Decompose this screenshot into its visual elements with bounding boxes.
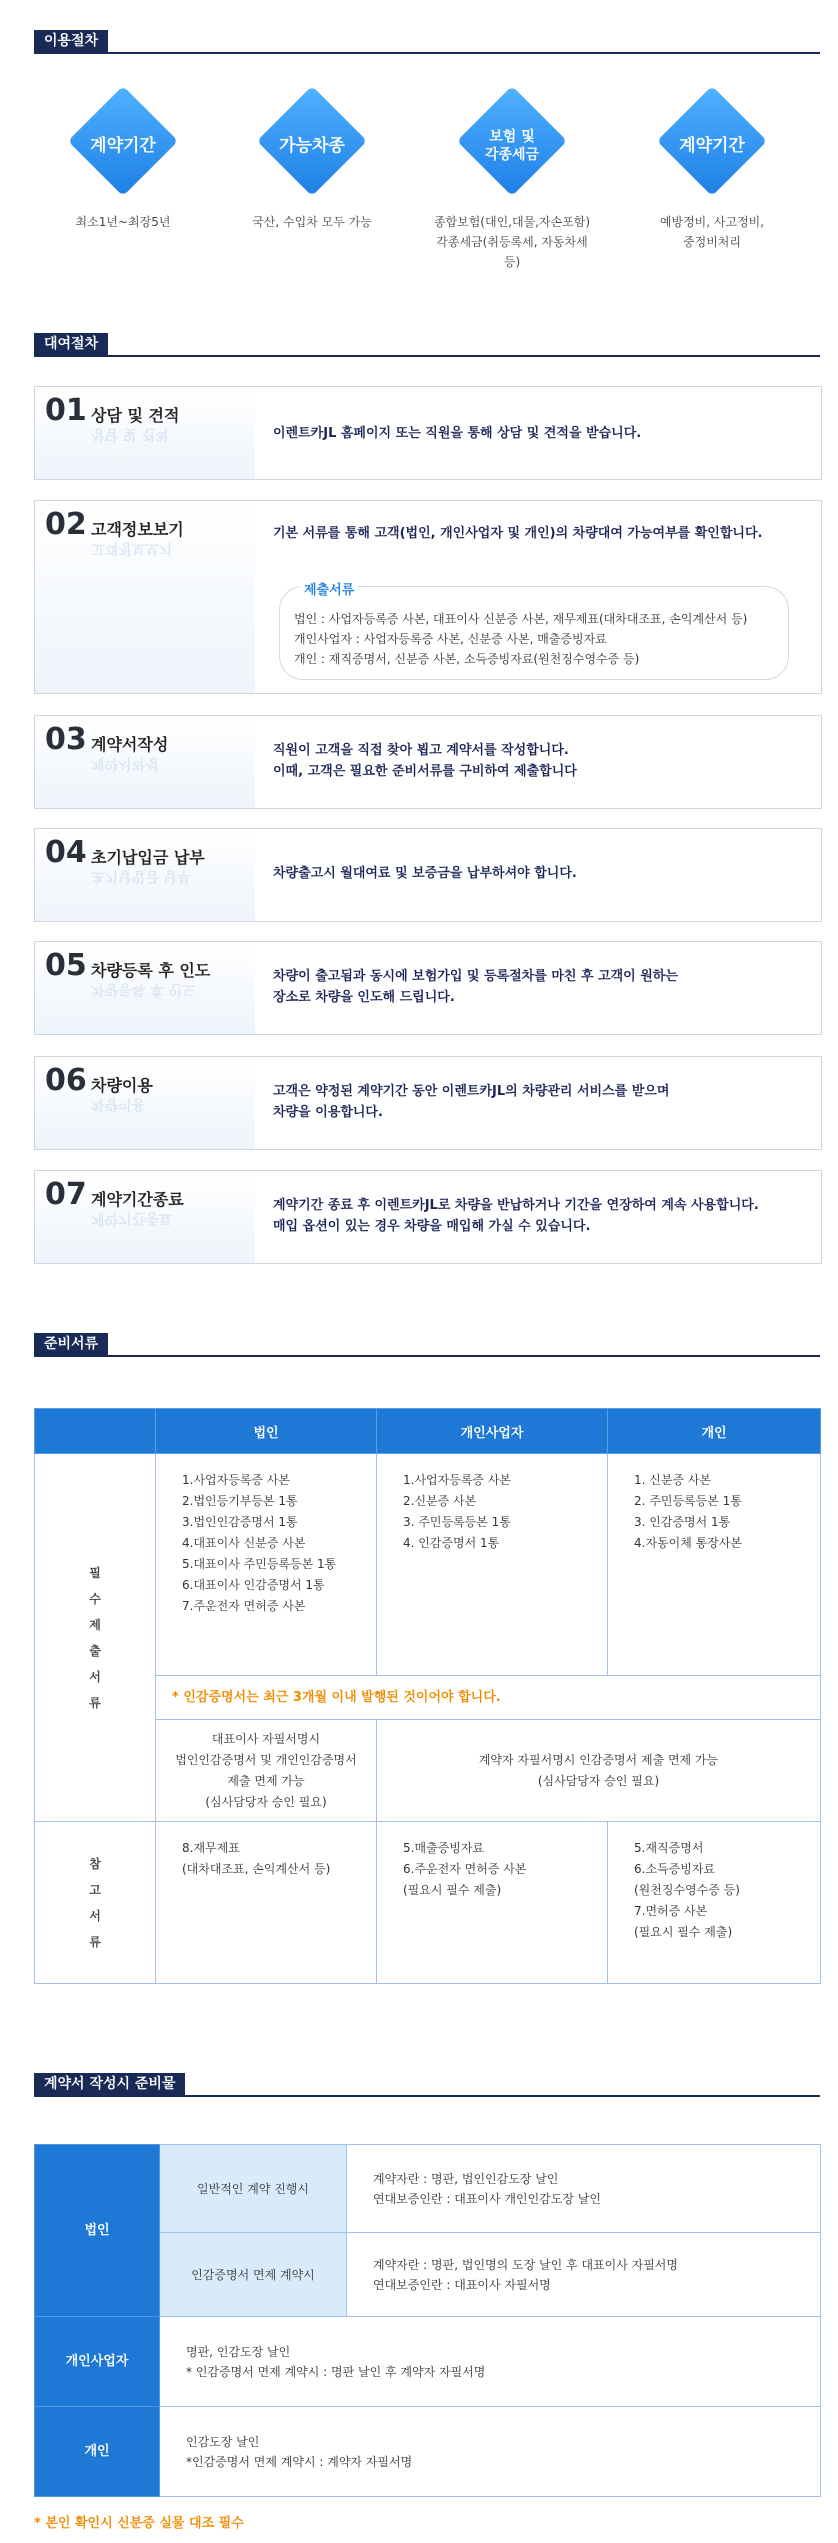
- procedure-desc: 예방정비, 사고정비, 중정비처리: [659, 215, 765, 249]
- requirement-line: 명판, 인감도장 날인: [186, 2344, 291, 2359]
- section-header-contract: [34, 2073, 820, 2097]
- procedure-label: 계약기간: [90, 136, 156, 156]
- table-row: [35, 1454, 821, 1676]
- sole-proprietor-label: 개인사업자: [35, 2317, 160, 2407]
- section-header-prep: [34, 1333, 820, 1357]
- required-docs-label: 필 수 제 출 서 류: [35, 1454, 156, 1822]
- step-description: 기본 서류를 통해 고객(법인, 개인사업자 및 개인)의 차량대여 가능여부를 확인합니다.: [273, 526, 763, 541]
- doc-item: 5.매출증빙자료: [403, 1841, 485, 1855]
- step-title-reflection: 계약서작성: [91, 755, 159, 771]
- waiver-corp: 대표이사 자필서명시 법인인감증명서 및 개인인감증명서 제출 면제 가능 (심사담당자 승인 필요): [156, 1720, 377, 1822]
- doc-item: 2.법인등기부등본 1통: [182, 1494, 298, 1508]
- step-number: 04: [45, 835, 87, 870]
- divider: [34, 52, 820, 54]
- step-title: 계약기간종료: [91, 1190, 184, 1209]
- step-title: 고객정보보기: [91, 520, 184, 539]
- procedure-label: 계약기간: [679, 136, 745, 156]
- step-03: [34, 715, 822, 809]
- step-number: 07: [45, 1177, 87, 1212]
- step-title: 차량이용: [91, 1076, 153, 1095]
- step-title-reflection: 차량등록 후 인도: [91, 981, 196, 997]
- procedure-item: [232, 90, 392, 232]
- table-row: [35, 2407, 821, 2497]
- step-02: [34, 500, 822, 694]
- doc-item: 3.법인인감증명서 1통: [182, 1515, 298, 1529]
- doc-item: 5.대표이사 주민등록등본 1통: [182, 1557, 337, 1571]
- table-cell: [608, 1822, 821, 1984]
- table-header: 개인: [608, 1409, 821, 1454]
- step-06: [34, 1056, 822, 1150]
- doc-item: (원천징수영수증 등): [634, 1883, 740, 1897]
- doc-item: 3. 주민등록등본 1통: [403, 1515, 511, 1529]
- contract-type: 일반적인 계약 진행시: [160, 2145, 347, 2233]
- doc-item: 4.자동이체 통장사본: [634, 1536, 743, 1550]
- table-cell: [347, 2233, 821, 2317]
- doc-item: 5.재직증명서: [634, 1841, 704, 1855]
- individual-label: 개인: [35, 2407, 160, 2497]
- doc-item: 4.대표이사 신분증 사본: [182, 1536, 306, 1550]
- submission-doc-line: 개인사업자 : 사업자등록증 사본, 신분증 사본, 매출증빙자료: [294, 632, 607, 646]
- doc-item: 8.재무제표: [182, 1841, 240, 1855]
- step-07: [34, 1170, 822, 1264]
- step-01: [34, 386, 822, 480]
- step-description: 고객은 약정된 계약기간 동안 이렌트카JL의 차량관리 서비스를 받으며 차량을 이용합니다.: [273, 1084, 670, 1120]
- doc-item: 2.신분증 사본: [403, 1494, 477, 1508]
- step-description: 직원이 고객을 직접 찾아 뵙고 계약서를 작성합니다. 이때, 고객은 필요한 준비서류를 구비하여 제출합니다: [273, 743, 577, 779]
- doc-item: 3. 인감증명서 1통: [634, 1515, 731, 1529]
- corp-label: 법인: [35, 2145, 160, 2317]
- step-description: 차량이 출고됨과 동시에 보험가입 및 등록절차를 마친 후 고객이 원하는 장소로 차량을 인도해 드립니다.: [273, 969, 678, 1005]
- section-header-rental: [34, 333, 820, 357]
- step-04: [34, 828, 822, 922]
- step-title: 계약서작성: [91, 735, 169, 754]
- contract-prep-table: [34, 2144, 821, 2497]
- step-description: 이렌트카JL 홈페이지 또는 직원을 통해 상담 및 견적을 받습니다.: [273, 426, 642, 441]
- procedure-label: 가능차종: [279, 136, 345, 156]
- table-header-empty: [35, 1409, 156, 1454]
- doc-item: 4. 인감증명서 1통: [403, 1536, 500, 1550]
- submission-docs-list: [294, 609, 747, 669]
- section-title: 준비서류: [34, 1333, 108, 1355]
- table-cell: [160, 2407, 821, 2497]
- doc-item: 1.사업자등록증 사본: [182, 1473, 291, 1487]
- requirement-line: 계약자란 : 명판, 법인인감도장 날인: [373, 2171, 559, 2186]
- id-verification-note: * 본인 확인시 신분증 실물 대조 필수: [34, 2516, 244, 2531]
- doc-item: 7.면허증 사본: [634, 1904, 708, 1918]
- procedure-item: [432, 90, 592, 272]
- doc-item: 1.사업자등록증 사본: [403, 1473, 512, 1487]
- table-header: 법인: [156, 1409, 377, 1454]
- section-title: 대여절차: [34, 333, 108, 355]
- submission-doc-line: 개인 : 재직증명서, 신분증 사본, 소득증빙자료(원천징수영수증 등): [294, 652, 640, 666]
- step-description: 차량출고시 월대여료 및 보증금을 납부하셔야 합니다.: [273, 866, 577, 881]
- section-header-procedure: [34, 30, 820, 54]
- step-number: 02: [45, 507, 87, 542]
- step-description: 계약기간 종료 후 이렌트카JL로 차량을 반납하거나 기간을 연장하여 계속 사용합니다. 매입 옵션이 있는 경우 차량을 매입해 가실 수 있습니다.: [273, 1198, 759, 1234]
- table-row: [35, 2317, 821, 2407]
- step-title: 차량등록 후 인도: [91, 961, 211, 980]
- divider: [34, 1355, 820, 1357]
- step-title-reflection: 초기납입금 납부: [91, 868, 191, 884]
- table-header: 개인사업자: [377, 1409, 608, 1454]
- section-title: 계약서 작성시 준비물: [34, 2073, 185, 2095]
- requirement-line: 연대보증인란 : 대표이사 개인인감도장 날인: [373, 2191, 601, 2206]
- doc-item: (대차대조표, 손익계산서 등): [182, 1862, 331, 1876]
- table-cell: [160, 2317, 821, 2407]
- step-05: [34, 941, 822, 1035]
- reference-docs-label: 참 고 서 류: [35, 1822, 156, 1984]
- submission-docs-box: [279, 583, 789, 680]
- table-row: [35, 2145, 821, 2233]
- table-header-row: [35, 1409, 821, 1454]
- step-title-reflection: 차량이용: [91, 1096, 146, 1112]
- doc-item: 1. 신분증 사본: [634, 1473, 712, 1487]
- requirement-line: 계약자란 : 명판, 법인명의 도장 날인 후 대표이사 자필서명: [373, 2257, 678, 2272]
- doc-item: 6.소득증빙자료: [634, 1862, 716, 1876]
- procedure-item: [632, 90, 792, 252]
- procedure-item: [43, 90, 203, 232]
- table-cell: [608, 1454, 821, 1676]
- prep-docs-table: [34, 1408, 821, 1984]
- divider: [34, 355, 820, 357]
- step-number: 05: [45, 948, 87, 983]
- seal-certificate-note: * 인감증명서는 최근 3개월 이내 발행된 것이어야 합니다.: [156, 1676, 821, 1720]
- step-title-reflection: 계약기간종료: [91, 1210, 173, 1226]
- table-cell: [377, 1822, 608, 1984]
- doc-item: 6.주운전자 면허증 사본: [403, 1862, 527, 1876]
- step-title-reflection: 고객정보보기: [91, 540, 173, 556]
- divider: [34, 2095, 820, 2097]
- step-title: 상담 및 견적: [91, 406, 180, 425]
- step-title-reflection: 상담 및 견적: [91, 426, 169, 442]
- submission-doc-line: 법인 : 사업자등록증 사본, 대표이사 신분증 사본, 재무제표(대차대조표, 손익계산서 등): [294, 612, 748, 626]
- doc-item: 6.대표이사 인감증명서 1통: [182, 1578, 325, 1592]
- doc-item: (필요시 필수 제출): [403, 1883, 502, 1897]
- step-number: 03: [45, 722, 87, 757]
- step-number: 06: [45, 1063, 87, 1098]
- procedure-desc: 종합보험(대인,대물,자손포함) 각종세금(취등록세, 자동차세등): [433, 215, 591, 269]
- submission-docs-title: 제출서류: [300, 579, 358, 598]
- procedure-desc: 최소1년~최장5년: [75, 215, 171, 229]
- step-number: 01: [45, 393, 87, 428]
- requirement-line: *인감증명서 면제 계약시 : 계약자 자필서명: [186, 2454, 413, 2469]
- requirement-line: 연대보증인란 : 대표이사 자필서명: [373, 2277, 551, 2292]
- procedure-label: 보험 및 각종세금: [484, 129, 540, 163]
- table-cell: [377, 1454, 608, 1676]
- requirement-line: * 인감증명서 면제 계약시 : 명판 날인 후 계약자 자필서명: [186, 2364, 486, 2379]
- doc-item: 7.주운전자 면허증 사본: [182, 1599, 306, 1613]
- waiver-other: 계약자 자필서명시 인감증명서 제출 면제 가능 (심사담당자 승인 필요): [377, 1720, 821, 1822]
- table-cell: [156, 1822, 377, 1984]
- table-cell: [156, 1454, 377, 1676]
- step-title: 초기납입금 납부: [91, 848, 205, 867]
- doc-item: 2. 주민등록등본 1통: [634, 1494, 742, 1508]
- contract-type: 인감증명서 면제 계약시: [160, 2233, 347, 2317]
- doc-item: (필요시 필수 제출): [634, 1925, 733, 1939]
- table-row: [35, 1822, 821, 1984]
- procedure-desc: 국산, 수입차 모두 가능: [252, 215, 372, 229]
- table-cell: [347, 2145, 821, 2233]
- requirement-line: 인감도장 날인: [186, 2434, 260, 2449]
- section-title: 이용절차: [34, 30, 108, 52]
